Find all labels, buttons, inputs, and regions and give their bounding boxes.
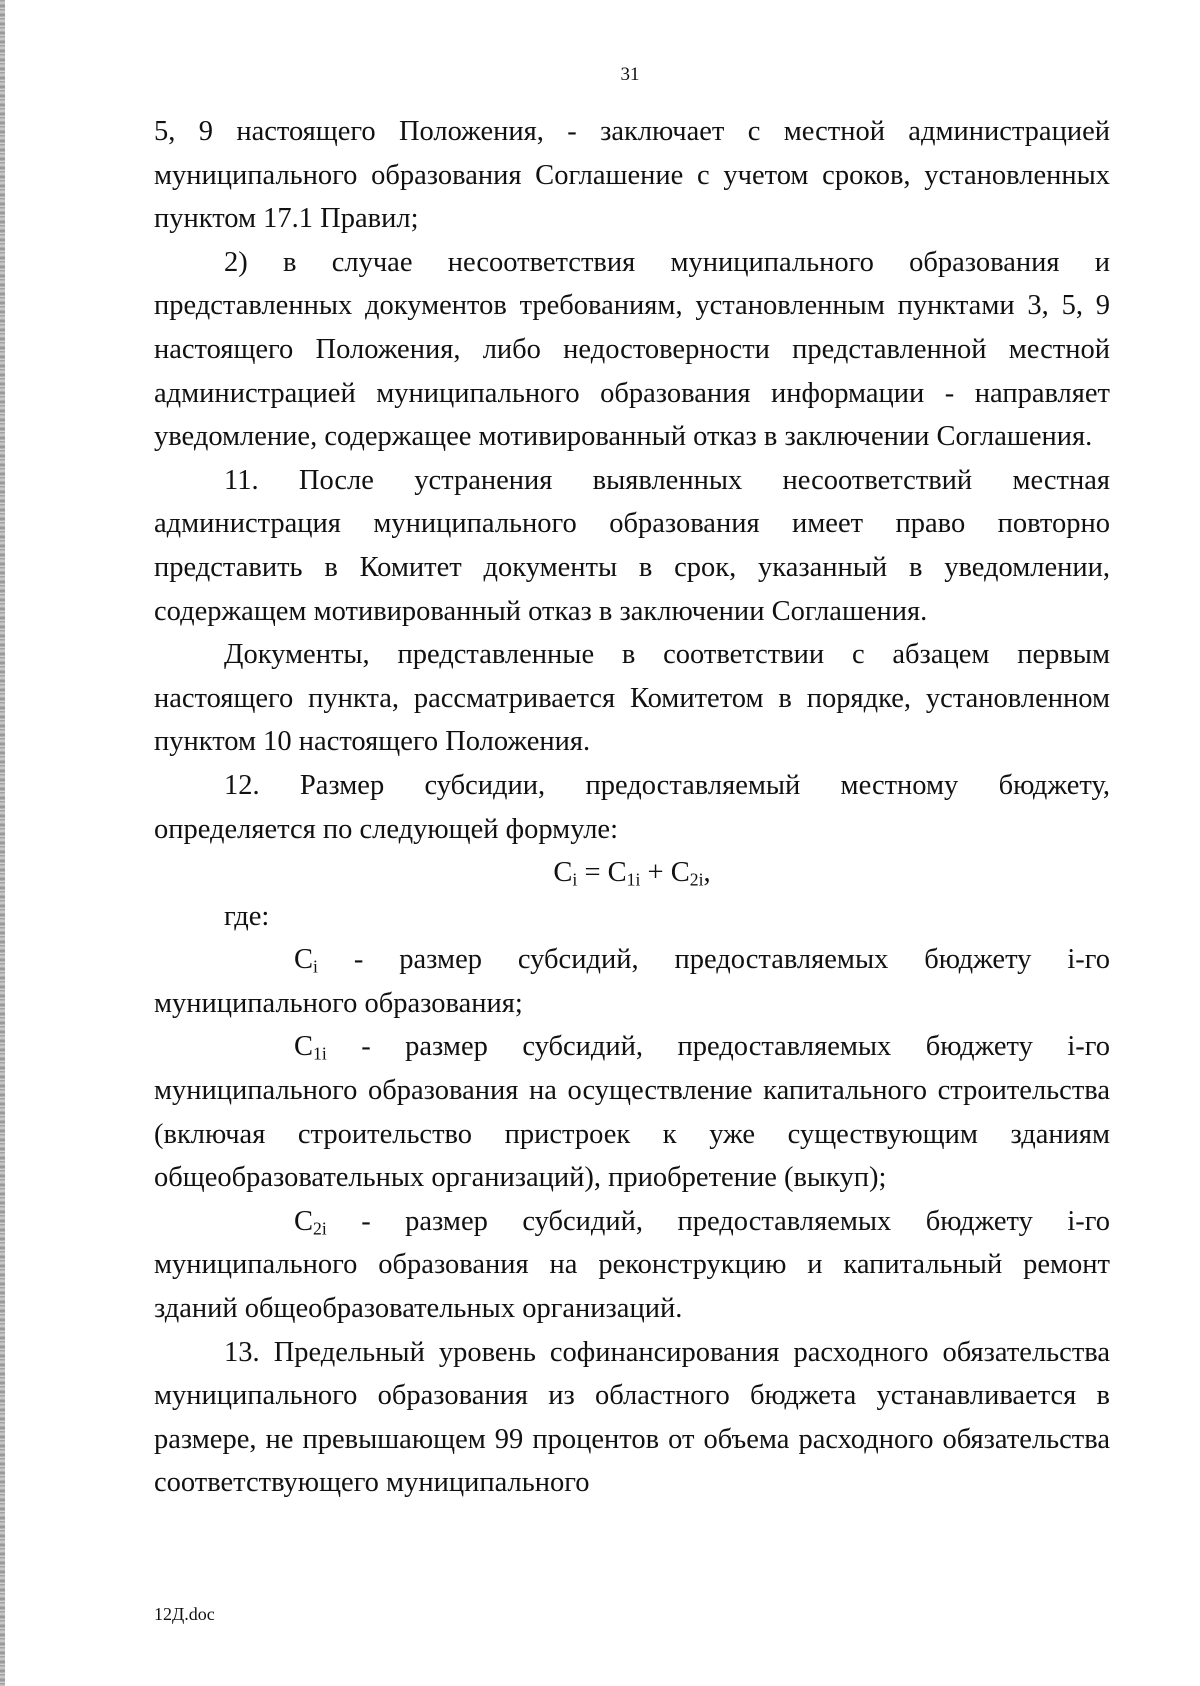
paragraph-2: 2) в случае несоответствия муниципального образования и представленных документов требованиям, установленным пунктами 3, 5, 9 настоящего Положения, либо недостоверности представленной местной администрацией муниципального образования информации - направляет уведомление, содержащее мотивированный отказ в заключении Соглашения. <box>154 246 1110 453</box>
paragraph-where: где: <box>224 900 270 932</box>
definition-c2i-symbol: C <box>294 1205 314 1237</box>
formula-term-2-sub: 2i <box>689 869 704 890</box>
scan-edge <box>0 0 5 1686</box>
formula-term-1: C <box>607 857 627 889</box>
formula-tail: , <box>703 857 711 889</box>
page-number: 31 <box>620 64 640 85</box>
definition-c1i <box>154 1025 1110 1199</box>
formula-eq: = <box>577 857 608 889</box>
definition-ci-symbol: C <box>294 944 314 976</box>
formula-lhs: C <box>553 857 573 889</box>
document-body <box>154 110 1110 1505</box>
definition-c2i-sub: 2i <box>313 1218 327 1239</box>
definition-c1i-sub: 1i <box>313 1043 327 1064</box>
paragraph-1: 5, 9 настоящего Положения, - заключает с местной администрацией муниципального образования Соглашение с учетом сроков, установленных пунктом 17.1 Правил; <box>154 116 1110 235</box>
footer-filename: 12Д.doc <box>154 1604 215 1624</box>
formula-lhs-sub: i <box>572 869 578 890</box>
definition-c1i-text: - размер субсидий, предоставляемых бюджету i-го муниципального образования на осуществление капитального строительства (включая строительство пристроек к уже существующим зданиям общеобразовательных организаций), приобретение (выкуп); <box>154 1031 1110 1194</box>
paragraph-3: 11. После устранения выявленных несоответствий местная администрация муниципального образования имеет право повторно представить в Комитет документы в срок, указанный в уведомлении, содержащем мотивированный отказ в заключении Соглашения. <box>154 464 1110 627</box>
formula-term-1-sub: 1i <box>626 869 641 890</box>
paragraph-5: 12. Размер субсидии, предоставляемый местному бюджету, определяется по следующей формуле: <box>154 769 1110 845</box>
definition-ci <box>154 938 1110 1025</box>
formula-term-2: C <box>670 857 690 889</box>
paragraph-4: Документы, представленные в соответствии с абзацем первым настоящего пункта, рассматривается Комитетом в порядке, установленном пунктом 10 настоящего Положения. <box>154 639 1110 758</box>
formula <box>154 851 1110 895</box>
definition-ci-sub: i <box>313 956 318 977</box>
definition-c1i-symbol: C <box>294 1031 314 1063</box>
definition-c2i-text: - размер субсидий, предоставляемых бюджету i-го муниципального образования на реконструкцию и капитальный ремонт зданий общеобразовательных организаций. <box>154 1205 1110 1325</box>
definition-ci-text: - размер субсидий, предоставляемых бюджету i-го муниципального образования; <box>154 944 1110 1019</box>
paragraph-13: 13. Предельный уровень софинансирования расходного обязательства муниципального образования из областного бюджета устанавливается в размере, не превышающем 99 процентов от объема расходного обязательства соответствующего муниципального <box>154 1336 1110 1499</box>
definition-c2i <box>154 1200 1110 1331</box>
formula-plus: + <box>640 857 671 889</box>
